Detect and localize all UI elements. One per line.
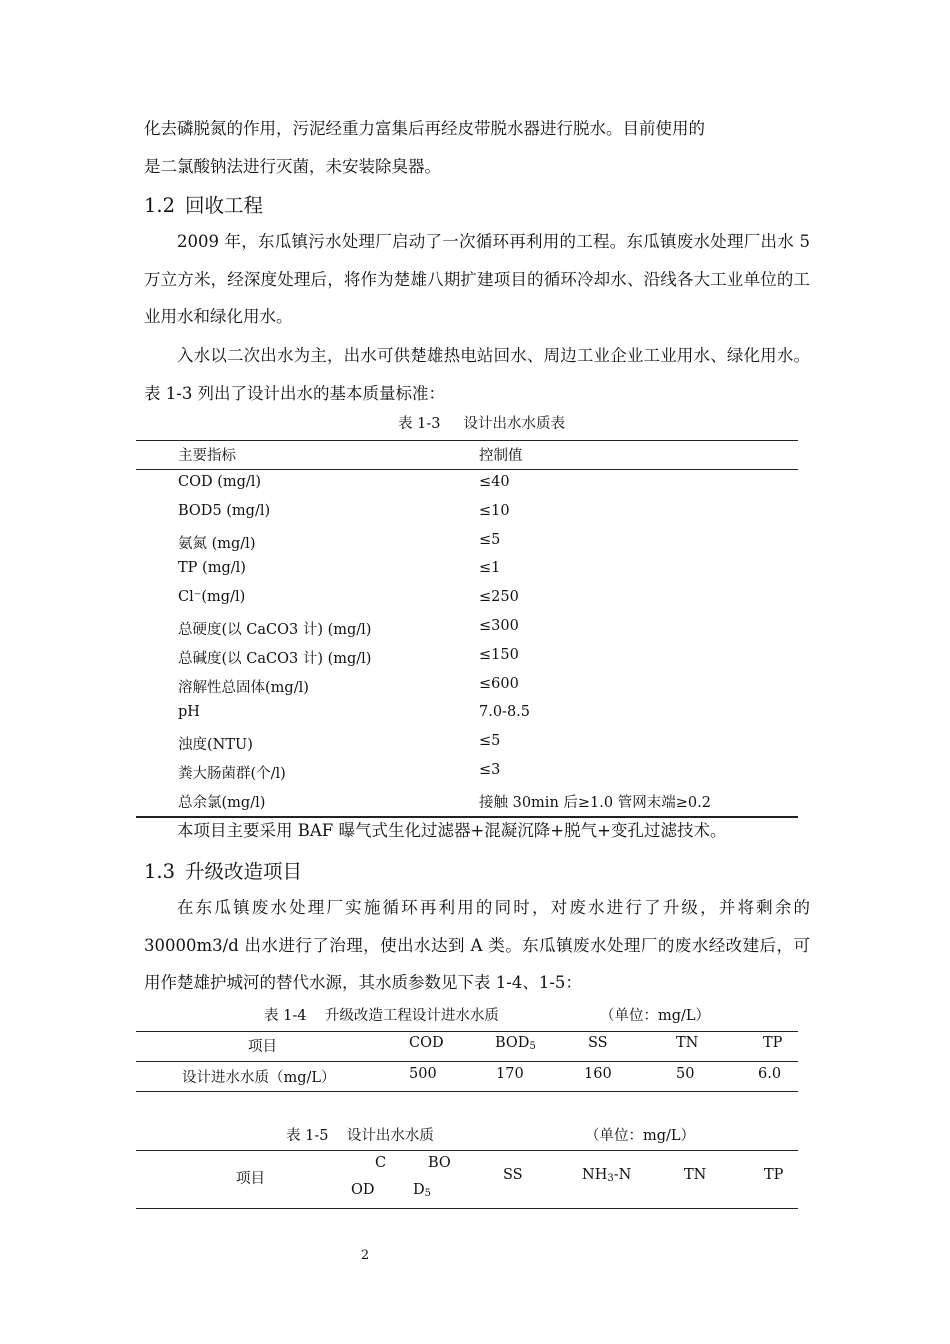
header-nh3-text: NH (582, 1167, 608, 1183)
table-header-rule (136, 1061, 798, 1062)
table-row (136, 700, 798, 729)
row-cod: 500 (409, 1066, 437, 1082)
header-tn: TN (684, 1167, 707, 1183)
after-table-paragraph: 本项目主要采用 BAF 曝气式生化过滤器+混凝沉降+脱气+变孔过滤技术。 (177, 821, 727, 840)
row-indicator: BOD5 (mg/l) (178, 502, 271, 519)
table-top-rule (136, 1031, 798, 1032)
row-indicator: 浊度(NTU) (178, 737, 253, 754)
table-header-rule (136, 1208, 798, 1209)
table-1-4-caption: 表 1-4 升级改造工程设计进水水质 (264, 1008, 499, 1024)
section-1-3-paragraph: 在东瓜镇废水处理厂实施循环再利用的同时，对废水进行了升级，并将剩余的 30000m3/d 出水进行了治理，使出水达到 A 类。东瓜镇废水处理厂的废水经改建后，可用作楚雄护城河的替代水源，其水质参数见下表 1-4、1-5： (144, 898, 810, 992)
row-indicator: 总余氯(mg/l) (178, 794, 266, 811)
header-ss: SS (588, 1035, 608, 1051)
row-ss: 160 (584, 1066, 612, 1082)
row-value: ≤3 (479, 761, 501, 778)
row-value: 接触 30min 后≥1.0 管网末端≥0.2 (479, 794, 711, 811)
row-indicator: 溶解性总固体(mg/l) (178, 679, 309, 696)
row-indicator: pH (178, 704, 200, 721)
header-tp: TP (764, 1167, 784, 1183)
header-bod (495, 1035, 536, 1052)
header-ss: SS (503, 1167, 523, 1183)
table-row (136, 672, 798, 701)
header-cod-bottom: OD (351, 1182, 375, 1198)
row-indicator: 氨氮 (mg/l) (178, 535, 256, 552)
table-1-5-unit: （单位：mg/L） (585, 1128, 696, 1144)
row-indicator: 总硬度(以 CaCO3 计) (mg/l) (178, 621, 372, 638)
row-label: 设计进水水质（mg/L） (182, 1070, 336, 1086)
intro-line-2: 是二氯酸钠法进行灭菌，未安装除臭器。 (144, 156, 441, 176)
row-indicator: TP (mg/l) (178, 560, 246, 577)
row-tp: 6.0 (758, 1066, 782, 1082)
intro-line-1: 化去磷脱氮的作用，污泥经重力富集后再经皮带脱水器进行脱水。目前使用的 (144, 119, 705, 138)
section-heading-1-2 (144, 190, 263, 218)
intro-paragraph (144, 110, 810, 185)
row-value: ≤10 (479, 502, 510, 519)
table-1-5-caption: 表 1-5 设计出水水质 (286, 1128, 434, 1144)
row-value: 7.0-8.5 (479, 704, 531, 721)
header-nh3-suffix: -N (613, 1167, 632, 1183)
row-indicator: COD (mg/l) (178, 474, 262, 490)
row-tn: 50 (676, 1066, 695, 1082)
header-nh3-subscript: 3 (607, 1173, 614, 1184)
row-value: ≤1 (479, 560, 501, 577)
header-tp: TP (763, 1035, 783, 1051)
header-bod-top: BO (428, 1155, 451, 1171)
table-bottom-rule (136, 1091, 798, 1092)
section-number: 1.2 (144, 194, 176, 217)
header-cod: COD (409, 1035, 444, 1051)
row-indicator: 粪大肠菌群(个/l) (178, 765, 286, 782)
row-indicator: 总碱度(以 CaCO3 计) (mg/l) (178, 650, 372, 667)
header-tn: TN (676, 1035, 699, 1051)
section-1-2-paragraph-1: 2009 年，东瓜镇污水处理厂启动了一次循环再利用的工程。东瓜镇废水处理厂出水 5 万立方米，经深度处理后，将作为楚雄八期扩建项目的循环冷却水、沿线各大工业单位的工业用水和绿化用水。 (144, 232, 810, 326)
header-cod-top: C (375, 1155, 387, 1171)
header-bod-subscript: 5 (529, 1041, 536, 1052)
header-bod-bottom (413, 1182, 431, 1199)
table-header-row (136, 440, 798, 470)
table-row (136, 499, 798, 528)
row-value: ≤300 (479, 617, 519, 634)
header-bod-subscript: 5 (424, 1188, 432, 1199)
table-row (136, 585, 798, 614)
row-value: ≤5 (479, 531, 501, 548)
table-header-indicator: 主要指标 (178, 448, 236, 464)
page-number: 2 (360, 1248, 370, 1263)
section-heading-1-3 (144, 856, 302, 884)
row-value: ≤250 (479, 589, 519, 606)
row-bod: 170 (496, 1066, 524, 1082)
row-value: ≤150 (479, 646, 519, 663)
table-header-value: 控制值 (479, 448, 523, 464)
header-bod-bottom-text: D (413, 1182, 425, 1198)
section-number: 1.3 (144, 860, 176, 883)
section-1-2-paragraph-2: 入水以二次出水为主，出水可供楚雄热电站回水、周边工业企业工业用水、绿化用水。表 1-3 列出了设计出水的基本质量标准： (144, 346, 810, 403)
header-item: 项目 (236, 1171, 265, 1187)
table-row (136, 614, 798, 643)
row-value: ≤5 (479, 733, 501, 750)
header-item: 项目 (248, 1039, 277, 1055)
table-1-3-caption: 表 1-3 设计出水水质表 (398, 416, 566, 432)
table-1-3 (136, 440, 798, 816)
header-bod-text: BOD (495, 1035, 530, 1051)
table-row (136, 758, 798, 787)
section-title: 回收工程 (185, 194, 264, 217)
table-row (136, 729, 798, 758)
table-row (136, 528, 798, 557)
header-nh3n (582, 1167, 631, 1184)
row-indicator: Cl⁻(mg/l) (178, 589, 246, 606)
table-row (136, 643, 798, 672)
table-1-4-unit: （单位：mg/L） (600, 1008, 711, 1024)
table-row (136, 556, 798, 585)
row-value: ≤600 (479, 675, 519, 692)
row-value: ≤40 (479, 474, 510, 490)
table-top-rule (136, 1150, 798, 1151)
table-row (136, 470, 798, 499)
section-title: 升级改造项目 (185, 860, 303, 883)
